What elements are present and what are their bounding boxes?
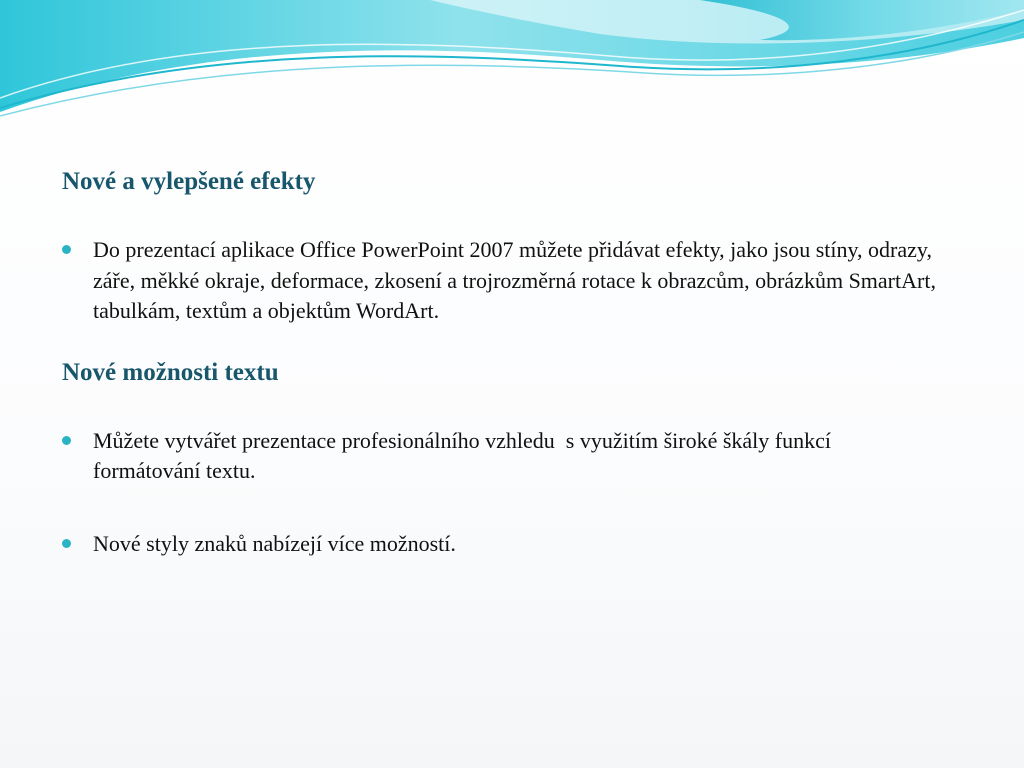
list-item (62, 426, 942, 487)
section-heading-effects: Nové a vylepšené efekty (62, 168, 316, 195)
bullet-text: Do prezentací aplikace Office PowerPoint 2007 můžete přidávat efekty, jako jsou stíny, odrazy, záře, měkké okraje, deformace, zkosení a trojrozměrná rotace k obrazcům, obrázkům SmartArt, tabulkám, textům a objektům WordArt. (93, 237, 936, 323)
list-item (62, 529, 942, 560)
bullet-list-text-options (62, 426, 942, 560)
bullet-dot-icon (62, 245, 71, 254)
bullet-dot-icon (62, 539, 71, 548)
bullet-text: Nové styly znaků nabízejí více možností. (93, 530, 456, 556)
section-heading-text-options: Nové možnosti textu (62, 358, 279, 386)
slide-content (62, 162, 942, 559)
decorative-wave-header (0, 0, 1024, 130)
bullet-text: Můžete vytvářet prezentace profesionálního vzhledu s využitím široké škály funkcí formátování textu. (93, 427, 837, 483)
bullet-list-effects (62, 235, 942, 327)
list-item (62, 235, 942, 327)
bullet-dot-icon (62, 436, 71, 445)
